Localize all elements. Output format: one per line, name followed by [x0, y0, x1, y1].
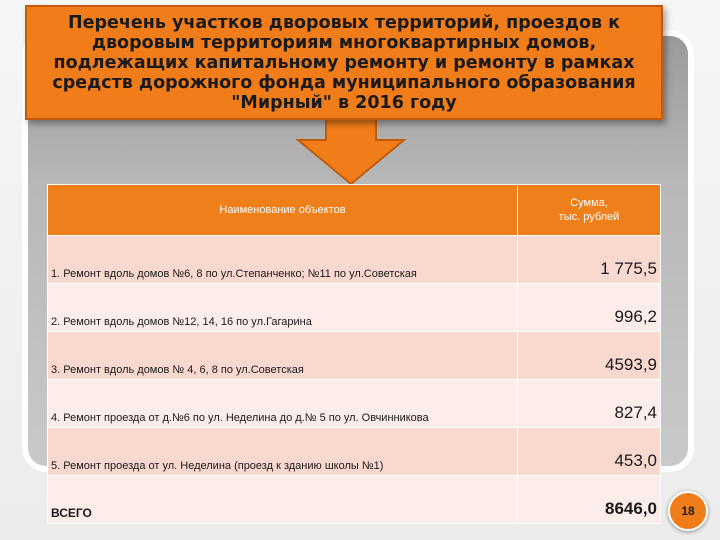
table-row — [48, 236, 661, 284]
row-sum: 996,2 — [518, 284, 661, 332]
objects-table — [47, 184, 661, 524]
row-sum: 1 775,5 — [518, 236, 661, 284]
table-total-row — [48, 476, 661, 524]
total-label: ВСЕГО — [48, 476, 518, 524]
table-row — [48, 332, 661, 380]
table-header-row — [48, 185, 661, 236]
row-name: 3. Ремонт вдоль домов № 4, 6, 8 по ул.Советская — [48, 332, 518, 380]
objects-table-wrap — [47, 184, 660, 526]
slide-title: Перечень участков дворовых территорий, проездов к дворовым территориям многоквартирных домов, подлежащих капитальному ремонту и ремонту в рамках средств дорожного фонда муниципального образования "Мирный" в 2016 году — [52, 12, 636, 113]
row-name: 1. Ремонт вдоль домов №6, 8 по ул.Степанченко; №11 по ул.Советская — [48, 236, 518, 284]
table-row — [48, 284, 661, 332]
header-name: Наименование объектов — [48, 185, 518, 236]
table-row — [48, 428, 661, 476]
table-row — [48, 380, 661, 428]
row-sum: 827,4 — [518, 380, 661, 428]
row-sum: 453,0 — [518, 428, 661, 476]
total-sum: 8646,0 — [518, 476, 661, 524]
page-number: 18 — [681, 504, 695, 518]
header-sum: Сумма, тыс. рублей — [518, 185, 661, 236]
row-sum: 4593,9 — [518, 332, 661, 380]
row-name: 4. Ремонт проезда от д.№6 по ул. Неделина до д.№ 5 по ул. Овчинникова — [48, 380, 518, 428]
row-name: 5. Ремонт проезда от ул. Неделина (проезд к зданию школы №1) — [48, 428, 518, 476]
down-arrow-icon — [296, 118, 406, 186]
row-name: 2. Ремонт вдоль домов №12, 14, 16 по ул.Гагарина — [48, 284, 518, 332]
slide-title-box — [25, 5, 663, 120]
page-number-badge — [668, 491, 708, 531]
